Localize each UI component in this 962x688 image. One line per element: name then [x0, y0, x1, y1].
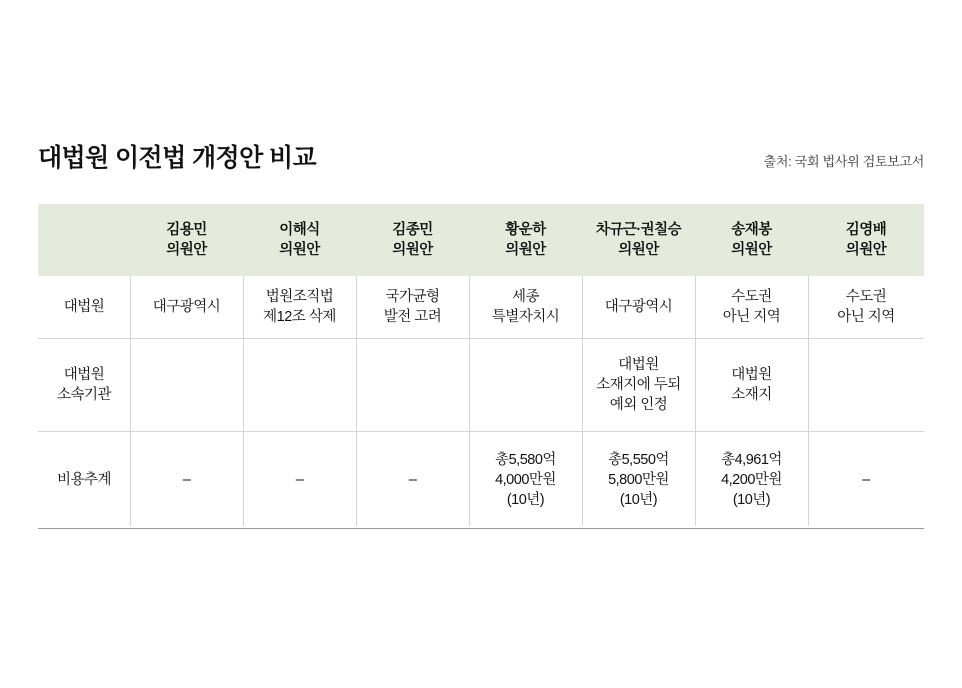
cell-0-3-line2: 특별자치시: [491, 309, 560, 325]
column-header-2-line1: 김종민: [392, 222, 433, 238]
cell-2-5: [695, 432, 808, 529]
column-header-1: [243, 204, 356, 276]
cell-0-1-line2: 제12조 삭제: [263, 309, 336, 325]
table-row: [38, 276, 924, 339]
cell-2-4: [582, 432, 695, 529]
cell-2-4-line1: 총5,550억: [608, 452, 669, 468]
column-divider-2: [243, 276, 244, 526]
column-divider-4: [469, 276, 470, 526]
column-header-4-line1: 차규근·권칠승: [595, 222, 682, 238]
cell-1-5: [695, 339, 808, 432]
table-body: [38, 276, 924, 529]
column-header-0-line1: 김용민: [166, 222, 207, 238]
cell-2-3-line2: 4,000만원: [495, 472, 556, 488]
column-header-3-line1: 황운하: [505, 222, 546, 238]
row-header-0-line1: 대법원: [63, 299, 105, 315]
cell-0-5: [695, 276, 808, 339]
cell-0-6-line1: 수도권: [845, 289, 887, 305]
cell-2-4-line3: (10년): [619, 492, 658, 508]
row-header-1-line1: 대법원: [63, 367, 105, 383]
header: [38, 138, 924, 174]
column-divider-1: [130, 276, 131, 526]
row-header-1: [38, 339, 130, 432]
cell-0-3: [469, 276, 582, 339]
cell-2-6-line1: –: [862, 472, 870, 488]
table-row: [38, 432, 924, 529]
cell-0-5-line2: 아닌 지역: [722, 309, 781, 325]
cell-2-3: [469, 432, 582, 529]
cell-0-3-line1: 세종: [511, 289, 539, 305]
column-divider-5: [582, 276, 583, 526]
cell-2-6: [808, 432, 924, 529]
cell-1-5-line2: 소재지: [731, 387, 772, 403]
cell-0-4-line1: 대구광역시: [604, 299, 673, 315]
column-header-3: [469, 204, 582, 276]
row-header-0: [38, 276, 130, 339]
cell-2-5-line3: (10년): [732, 492, 771, 508]
cell-0-0: [130, 276, 243, 339]
cell-1-2: [356, 339, 469, 432]
cell-1-4-line3: 예외 인정: [609, 397, 668, 413]
column-header-1-line2: 의원안: [279, 242, 320, 258]
column-header-2: [356, 204, 469, 276]
page-title: 대법원 이전법 개정안 비교: [38, 144, 317, 172]
cell-1-4-line1: 대법원: [618, 357, 659, 373]
cell-0-6-line2: 아닌 지역: [837, 309, 895, 325]
comparison-table-wrapper: [38, 204, 924, 529]
cell-2-0: [130, 432, 243, 529]
column-divider-6: [695, 276, 696, 526]
cell-2-3-line3: (10년): [506, 492, 545, 508]
column-divider-7: [808, 276, 809, 526]
column-header-6-line2: 의원안: [845, 242, 887, 258]
cell-2-2: [356, 432, 469, 529]
cell-0-5-line1: 수도권: [731, 289, 772, 305]
column-header-5-line2: 의원안: [731, 242, 772, 258]
row-header-2-line1: 비용추계: [56, 472, 112, 488]
column-header-5: [695, 204, 808, 276]
cell-0-0-line1: 대구광역시: [152, 299, 221, 315]
table-corner-cell: [38, 204, 130, 276]
column-header-4-line2: 의원안: [618, 242, 659, 258]
column-header-6-line1: 김영배: [845, 222, 887, 238]
cell-0-1: [243, 276, 356, 339]
cell-2-5-line1: 총4,961억: [721, 452, 782, 468]
row-header-1-line2: 소속기관: [56, 387, 112, 403]
cell-1-1: [243, 339, 356, 432]
cell-2-5-line2: 4,200만원: [721, 472, 782, 488]
source-note: 출처: 국회 법사위 검토보고서: [763, 154, 924, 169]
column-header-5-line1: 송재봉: [731, 222, 772, 238]
column-header-0-line2: 의원안: [166, 242, 207, 258]
comparison-table: [38, 204, 924, 529]
column-header-1-line1: 이해식: [279, 222, 320, 238]
cell-1-6: [808, 339, 924, 432]
cell-0-2: [356, 276, 469, 339]
cell-1-4-line2: 소재지에 두되: [596, 377, 681, 393]
table-header: [38, 204, 924, 276]
table-row: [38, 339, 924, 432]
cell-2-0-line1: –: [182, 472, 191, 488]
column-divider-3: [356, 276, 357, 526]
cell-2-4-line2: 5,800만원: [608, 472, 669, 488]
cell-1-4: [582, 339, 695, 432]
cell-0-4: [582, 276, 695, 339]
column-header-3-line2: 의원안: [505, 242, 546, 258]
column-header-0: [130, 204, 243, 276]
cell-0-6: [808, 276, 924, 339]
cell-2-3-line1: 총5,580억: [495, 452, 556, 468]
column-header-4: [582, 204, 695, 276]
header-row: [38, 204, 924, 276]
cell-0-1-line1: 법원조직법: [265, 289, 334, 305]
cell-1-5-line1: 대법원: [731, 367, 772, 383]
cell-2-2-line1: –: [408, 472, 417, 488]
cell-1-0: [130, 339, 243, 432]
cell-2-1: [243, 432, 356, 529]
cell-0-2-line1: 국가균형: [385, 289, 440, 305]
cell-1-3: [469, 339, 582, 432]
column-header-6: [808, 204, 924, 276]
cell-2-1-line1: –: [295, 472, 304, 488]
column-header-2-line2: 의원안: [392, 242, 433, 258]
row-header-2: [38, 432, 130, 529]
cell-0-2-line2: 발전 고려: [383, 309, 442, 325]
